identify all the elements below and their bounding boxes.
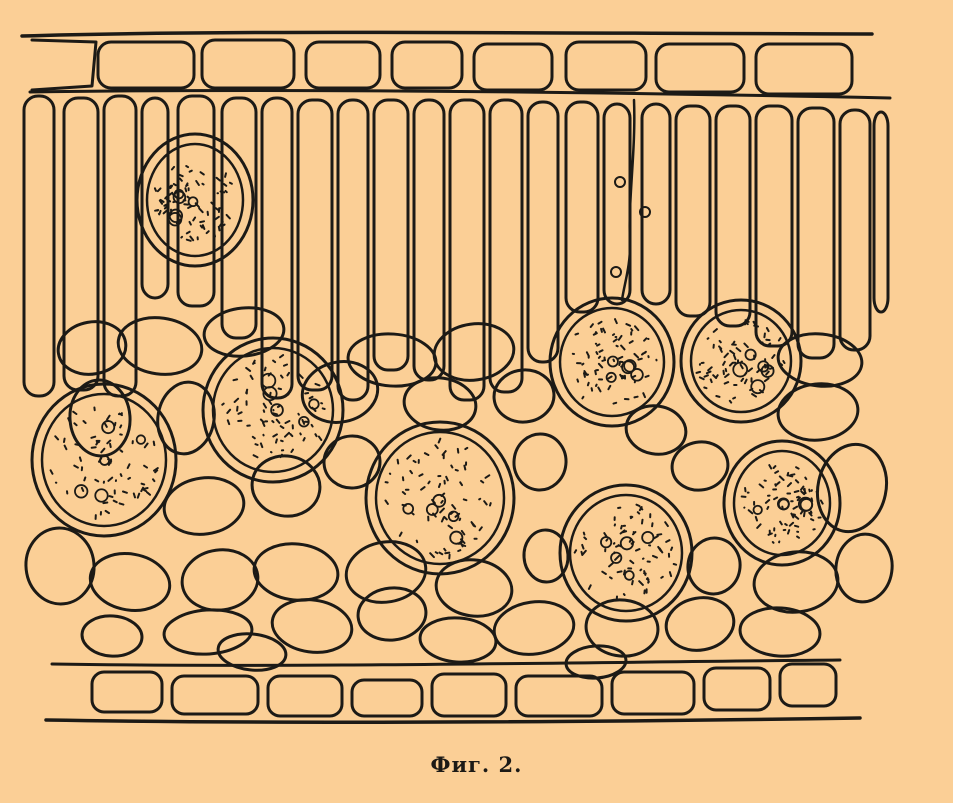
cyst-inner-wall [734, 451, 830, 555]
cyst [550, 298, 674, 426]
cyst-vacuole [608, 356, 618, 366]
cyst-vacuole [625, 571, 634, 580]
palisade-cell [262, 98, 292, 398]
upper-epidermis [22, 32, 890, 98]
palisade-cell [24, 96, 54, 396]
spongy-cell [810, 438, 895, 538]
spongy-cell [419, 615, 498, 664]
cyst-outer-wall [550, 298, 674, 426]
spongy-cell [178, 545, 262, 615]
spongy-cell [322, 434, 381, 490]
hypha-node [615, 177, 625, 187]
spongy-cell [86, 547, 175, 616]
cyst-granules [575, 505, 676, 599]
fungal-hypha [622, 100, 634, 300]
spongy-cell [247, 451, 324, 522]
spongy-cell [776, 330, 865, 390]
palisade-cell [64, 98, 98, 390]
spongy-cell [115, 312, 206, 379]
cyst-granules [51, 408, 158, 519]
cyst-vacuole [450, 532, 462, 544]
cyst-vacuole [75, 485, 87, 497]
cyst [366, 422, 514, 574]
cyst-inner-wall [376, 432, 504, 564]
cyst-granules [742, 465, 823, 543]
palisade-cell [374, 100, 408, 370]
palisade-cell [490, 100, 522, 392]
spongy-cell [832, 530, 897, 605]
cyst-vacuole [102, 421, 114, 433]
cyst-vacuole [95, 489, 107, 501]
cyst [32, 384, 176, 536]
spongy-cell [163, 607, 254, 657]
spongy-cell [202, 304, 287, 360]
cyst [203, 338, 343, 482]
spongy-cell [751, 548, 841, 616]
cyst-vacuole [403, 504, 413, 514]
spongy-cell [22, 525, 98, 608]
hypha-node [611, 267, 621, 277]
cyst-granules [386, 439, 491, 559]
spongy-cell [491, 367, 556, 425]
cyst-vacuole [779, 499, 789, 509]
lower-epidermis [46, 660, 860, 722]
cyst-granules [155, 166, 232, 241]
cyst-vacuole [631, 369, 643, 381]
palisade-cell [642, 104, 670, 304]
palisade-cell [798, 108, 834, 358]
palisade-cell [874, 112, 888, 312]
spongy-cell [81, 614, 144, 658]
palisade-cell [414, 100, 444, 380]
spongy-cell [251, 540, 340, 604]
cyst [681, 300, 801, 422]
cyst-vacuole [642, 532, 653, 543]
palisade-cell [338, 100, 368, 400]
cyst-vacuole [137, 435, 146, 444]
palisade-cell [676, 106, 710, 316]
cyst-inner-wall [42, 394, 166, 526]
cyst-vacuole [309, 399, 319, 409]
palisade-cell [528, 102, 558, 362]
palisade-cell [298, 100, 332, 390]
palisade-cell [840, 110, 870, 350]
cyst [724, 441, 840, 565]
cyst-outer-wall [137, 134, 253, 266]
spongy-cell [401, 373, 480, 435]
cyst-outer-wall [32, 384, 176, 536]
palisade-cell [716, 106, 750, 326]
cyst [137, 134, 253, 266]
spongy-cell [355, 585, 428, 644]
spongy-cell [511, 431, 569, 492]
cyst-vacuole [754, 506, 762, 514]
spongy-cell [341, 536, 430, 609]
spongy-cell [775, 380, 860, 444]
cyst-granules [573, 319, 657, 403]
cyst-vacuole [601, 537, 611, 547]
cyst-granules [697, 320, 785, 402]
palisade-cell [566, 102, 598, 312]
cyst-outer-wall [366, 422, 514, 574]
palisade-cell [450, 100, 484, 400]
cyst-vacuole [189, 197, 198, 206]
cyst-vacuole [100, 456, 109, 465]
cyst-inner-wall [570, 495, 682, 611]
cyst-inner-wall [560, 308, 664, 416]
figure-caption: Фиг. 2. [430, 752, 523, 777]
spongy-cell [269, 595, 355, 658]
spongy-cell [152, 378, 220, 459]
spongy-cell [738, 605, 821, 658]
cyst-vacuole [751, 380, 764, 393]
